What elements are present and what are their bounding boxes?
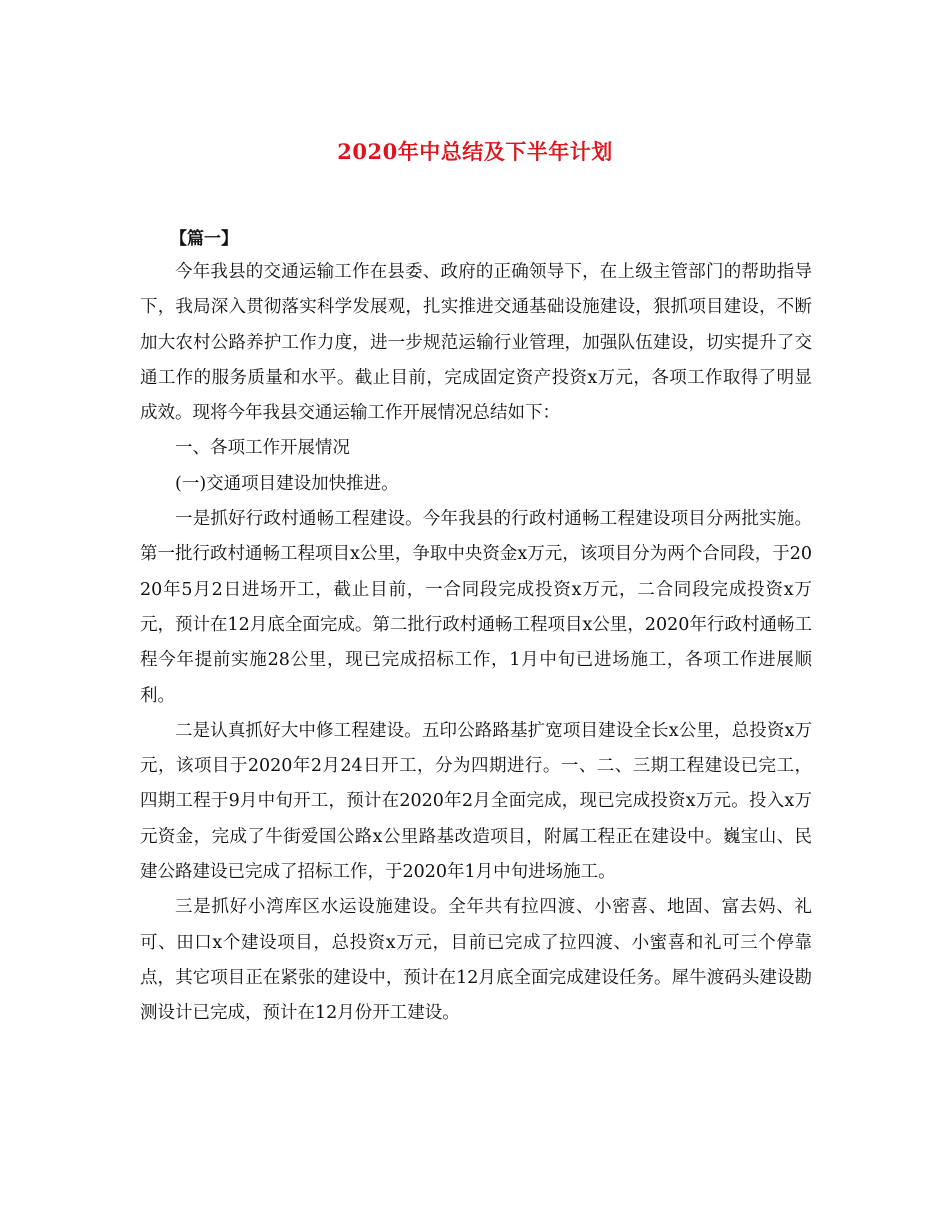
paragraph-village-roads: 一是抓好行政村通畅工程建设。今年我县的行政村通畅工程建设项目分两批实施。第一批行政村通畅工程项目x公里，争取中央资金x万元，该项目分为两个合同段，于2020年5月2日进场开工，截止目前，一合同段完成投资x万元，二合同段完成投资x万元，预计在12月底全面完成。第二批行政村通畅工程项目x公里，2020年行政村通畅工程今年提前实施28公里，现已完成招标工作，1月中旬已进场施工，各项工作进展顺利。 — [140, 509, 813, 706]
paragraph-major-repairs: 二是认真抓好大中修工程建设。五印公路路基扩宽项目建设全长x公里，总投资x万元，该项目于2020年2月24日开工，分为四期进行。一、二、三期工程建设已完工，四期工程于9月中旬开工，预计在2020年2月全面完成，现已完成投资x万元。投入x万元资金，完成了牛街爱国公路x公里路基改造项目，附属工程正在建设中。巍宝山、民建公路建设已完成了招标工作，于2020年1月中旬进场施工。 — [140, 720, 812, 883]
subheading-transport-projects: (一)交通项目建设加快推进。 — [175, 473, 399, 494]
document-title: 2020年中总结及下半年计划 — [337, 139, 613, 164]
paragraph-water-transport: 三是抓好小湾库区水运设施建设。全年共有拉四渡、小密喜、地固、富去妈、礼可、田口x个建设项目，总投资x万元，目前已完成了拉四渡、小蜜喜和礼可三个停靠点，其它项目正在紧张的建设中，预计在12月底全面完成建设任务。犀牛渡码头建设勘测设计已完成，预计在12月份开工建设。 — [140, 897, 812, 1024]
paragraph-intro: 今年我县的交通运输工作在县委、政府的正确领导下，在上级主管部门的帮助指导下，我局深入贯彻落实科学发展观，扎实推进交通基础设施建设，狠抓项目建设，不断加大农村公路养护工作力度，进一步规范运输行业管理，加强队伍建设，切实提升了交通工作的服务质量和水平。截止目前，完成固定资产投资x万元，各项工作取得了明显成效。现将今年我县交通运输工作开展情况总结如下： — [140, 262, 812, 424]
section-label: 【篇一】 — [170, 229, 238, 249]
document-body — [140, 255, 812, 1032]
heading-work-progress: 一、各项工作开展情况 — [175, 438, 350, 459]
